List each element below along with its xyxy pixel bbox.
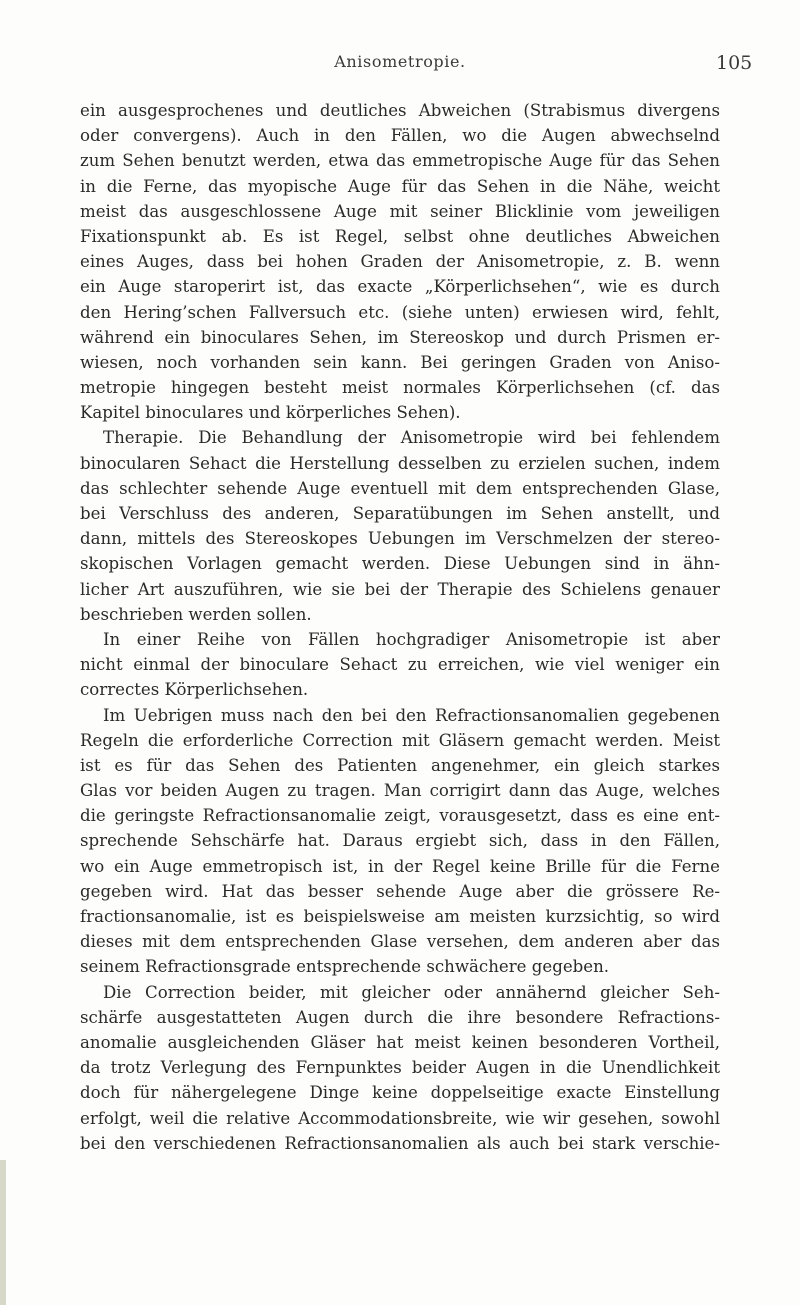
text-line: das schlechter sehende Auge eventuell mit dem entsprechenden Glase, [80, 478, 720, 498]
text-line: bei den verschiedenen Refractionsanomalien als auch bei stark verschie- [80, 1133, 720, 1153]
text-line: schärfe ausgestatteten Augen durch die ihre besondere Refractions- [80, 1007, 720, 1027]
running-title: Anisometropie. [334, 52, 466, 71]
body-text [80, 98, 720, 1156]
text-line: gegeben wird. Hat das besser sehende Auge aber die grössere Re- [80, 881, 720, 901]
text-line: anomalie ausgleichenden Gläser hat meist keinen besonderen Vortheil, [80, 1032, 720, 1052]
text-line: sprechende Sehschärfe hat. Daraus ergiebt sich, dass in den Fällen, [80, 831, 720, 851]
text-line: Regeln die erforderliche Correction mit Gläsern gemacht werden. Meist [80, 730, 720, 750]
text-line: da trotz Verlegung des Fernpunktes beider Augen in die Unendlichkeit [80, 1058, 720, 1078]
text-line: beschrieben werden sollen. [80, 604, 312, 624]
text-line: licher Art auszuführen, wie sie bei der Therapie des Schielens genauer [80, 579, 720, 599]
text-line: Kapitel binoculares und körperliches Sehen). [80, 403, 461, 423]
text-line: Die Correction beider, mit gleicher oder annähernd gleicher Seh- [103, 982, 720, 1002]
text-line: dann, mittels des Stereoskopes Uebungen im Verschmelzen der stereo- [80, 529, 720, 549]
text-line: skopischen Vorlagen gemacht werden. Diese Uebungen sind in ähn- [80, 554, 720, 574]
text-line: eines Auges, dass bei hohen Graden der Anisometropie, z. B. wenn [80, 252, 720, 272]
text-line: ein ausgesprochenes und deutliches Abweichen (Strabismus divergens [80, 101, 720, 120]
text-line: ein Auge staroperirt ist, das exacte „Körperlichsehen“, wie es durch [80, 277, 720, 297]
text-line: wiesen, noch vorhanden sein kann. Bei geringen Graden von Aniso- [80, 352, 720, 372]
text-line: doch für nähergelegene Dinge keine doppelseitige exacte Einstellung [80, 1083, 720, 1103]
text-line: den Hering’schen Fallversuch etc. (siehe unten) erwiesen wird, fehlt, [80, 302, 720, 322]
text-line: oder convergens). Auch in den Fällen, wo die Augen abwechselnd [80, 126, 720, 146]
text-line: die geringste Refractionsanomalie zeigt, vorausgesetzt, dass es eine ent- [80, 806, 720, 826]
text-line: zum Sehen benutzt werden, etwa das emmetropische Auge für das Sehen [80, 151, 720, 171]
text-line: Glas vor beiden Augen zu tragen. Man corrigirt dann das Auge, welches [80, 781, 720, 801]
text-line: fractionsanomalie, ist es beispielsweise am meisten kurzsichtig, so wird [80, 907, 720, 926]
page-number: 105 [716, 52, 753, 74]
text-line: ist es für das Sehen des Patienten angenehmer, ein gleich starkes [80, 755, 720, 775]
text-line: wo ein Auge emmetropisch ist, in der Regel keine Brille für die Ferne [80, 856, 720, 876]
text-line: während ein binoculares Sehen, im Stereoskop und durch Prismen er- [80, 327, 720, 347]
page-edge-shadow [0, 1160, 6, 1305]
text-line: bei Verschluss des anderen, Separatübungen im Sehen anstellt, und [80, 504, 720, 523]
text-line: nicht einmal der binoculare Sehact zu erreichen, wie viel weniger ein [80, 655, 720, 675]
text-line-therapie: Therapie. Die Behandlung der Anisometropie wird bei fehlendem [103, 428, 720, 448]
text-line: dieses mit dem entsprechenden Glase versehen, dem anderen aber das [80, 932, 720, 952]
text-line: in die Ferne, das myopische Auge für das Sehen in die Nähe, weicht [80, 176, 720, 196]
text-line: meist das ausgeschlossene Auge mit seiner Blicklinie vom jeweiligen [80, 201, 720, 221]
text-line: erfolgt, weil die relative Accommodationsbreite, wie wir gesehen, sowohl [80, 1108, 720, 1128]
text-line: binocularen Sehact die Herstellung desselben zu erzielen suchen, indem [80, 453, 720, 473]
text-line: seinem Refractionsgrade entsprechende schwächere gegeben. [80, 957, 610, 977]
text-line: correctes Körperlichsehen. [80, 680, 309, 700]
text-line: metropie hingegen besteht meist normales Körperlichsehen (cf. das [80, 378, 720, 398]
text-line: In einer Reihe von Fällen hochgradiger Anisometropie ist aber [103, 629, 720, 649]
text-line: Im Uebrigen muss nach den bei den Refractionsanomalien gegebenen [103, 705, 720, 725]
text-line: Fixationspunkt ab. Es ist Regel, selbst ohne deutliches Abweichen [80, 226, 720, 246]
